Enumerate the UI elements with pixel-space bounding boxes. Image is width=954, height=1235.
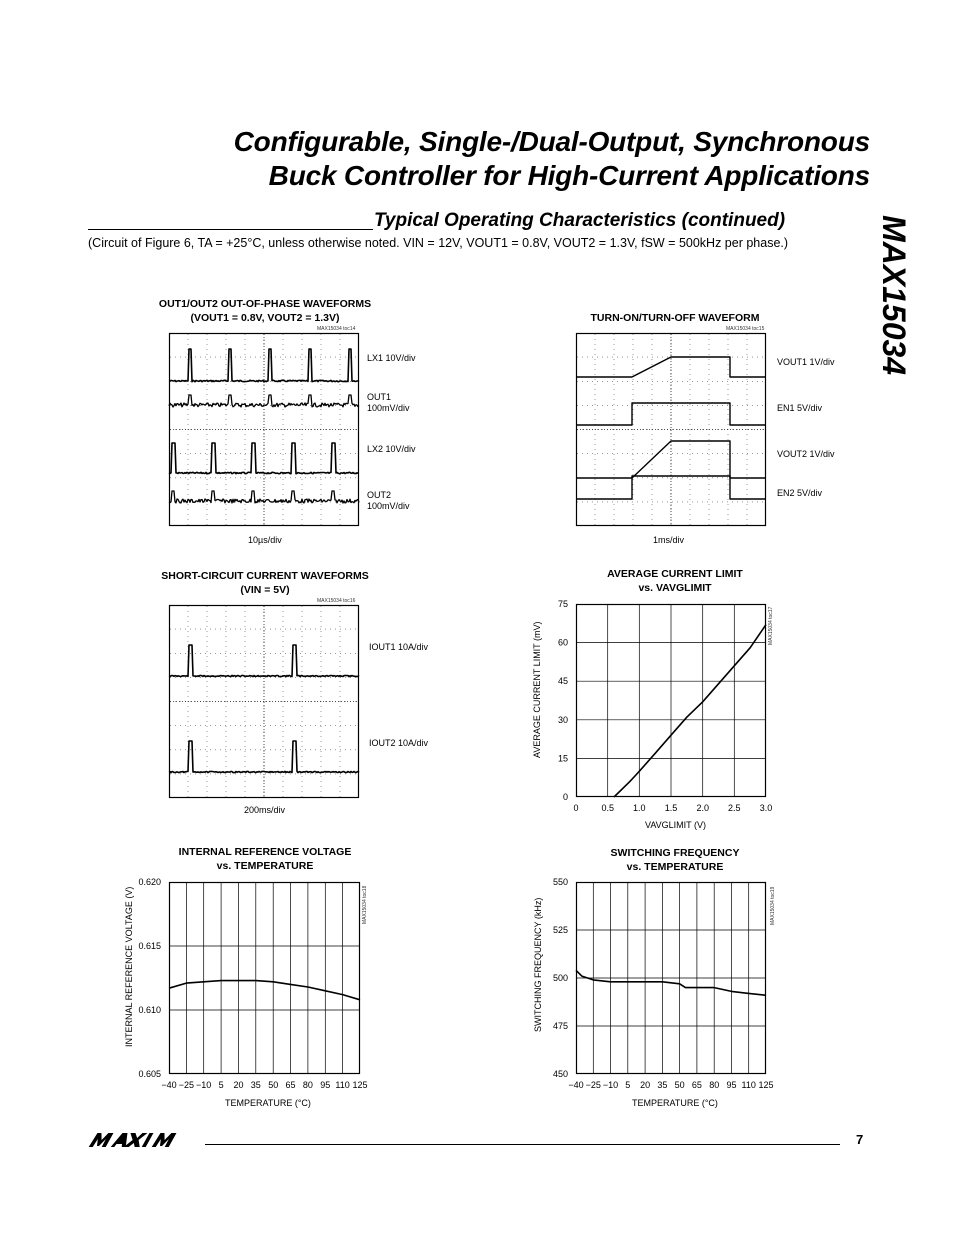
chart2-ch2-label: EN1 5V/div [777, 403, 823, 413]
chart6-ytick-label: 525 [552, 925, 568, 935]
chart2-ch4-label: EN2 5V/div [777, 488, 823, 498]
section-title: Typical Operating Characteristics (continued) [374, 210, 786, 231]
chart6-title-block [560, 846, 790, 874]
chart5-ylabel: INTERNAL REFERENCE VOLTAGE (V) [124, 886, 134, 1047]
chart3-xlabel: 200ms/div [244, 805, 286, 815]
chart5-ytick-label: 0.605 [138, 1069, 161, 1079]
chart4-ytick-label: 30 [557, 714, 568, 725]
chart5-xtick-label: 35 [250, 1080, 261, 1090]
chart6-xtick-label: 5 [625, 1080, 631, 1090]
chart4-xtick-label: 3.0 [759, 803, 773, 813]
chart4-subtitle: vs. VAVGLIMIT [638, 582, 712, 594]
chart6-xtick-label: 50 [674, 1080, 685, 1090]
chart5-xtick-label: 125 [352, 1080, 368, 1090]
chart4-ref: MAX15034 toc17 [768, 606, 774, 645]
chart6-ytick-label: 450 [552, 1069, 568, 1079]
chart1-scope [169, 333, 359, 526]
chart5-ref: MAX15034 toc18 [362, 885, 368, 924]
footer-rule [205, 1144, 840, 1145]
chart6-xlabel: TEMPERATURE (°C) [632, 1098, 718, 1108]
chart5-xtick-label: 110 [335, 1080, 350, 1090]
chart2-title: TURN-ON/TURN-OFF WAVEFORM [590, 312, 760, 324]
chart5-xtick-label: 20 [233, 1080, 244, 1090]
chart4-ytick-label: 15 [557, 753, 568, 764]
chart4-ytick-label: 45 [557, 676, 568, 687]
chart5-xtick-label: 65 [285, 1080, 296, 1090]
chart4-title-block [560, 567, 790, 595]
chart6-xtick-label: 110 [741, 1080, 756, 1090]
chart2-scope [576, 333, 766, 526]
chart6-xtick-label: −10 [602, 1080, 619, 1090]
chart1-ch2-label: OUT1 100mV/div [367, 392, 410, 413]
chart5-title: INTERNAL REFERENCE VOLTAGE [178, 846, 352, 858]
chart4-xtick-label: 0.5 [601, 803, 614, 813]
chart4-xlabel: VAVGLIMIT (V) [645, 820, 707, 830]
chart6-xtick-label: 20 [640, 1080, 651, 1090]
chart4-xtick-label: 1.5 [664, 803, 678, 813]
chart3-ch1-label: IOUT1 10A/div [369, 642, 429, 652]
chart4-xtick-label: 0 [573, 803, 579, 813]
chart5-xtick-label: 80 [302, 1080, 313, 1090]
title-line-2: Buck Controller for High-Current Applications [268, 160, 870, 191]
chart5-ytick-label: 0.610 [138, 1005, 161, 1015]
chart6-ylabel: SWITCHING FREQUENCY (kHz) [533, 897, 543, 1032]
title-line-1: Configurable, Single-/Dual-Output, Synchronous [233, 126, 870, 157]
page-title [95, 125, 870, 193]
chart5-xtick-label: 50 [268, 1080, 279, 1090]
test-conditions: (Circuit of Figure 6, TA = +25°C, unless otherwise noted. VIN = 12V, VOUT1 = 0.8V, VOUT2 = 1.3V, fSW = 500kHz per phase.) [88, 236, 789, 250]
chart4-series-line [614, 625, 766, 797]
page-number: 7 [856, 1132, 864, 1147]
chart1-xlabel: 10µs/div [248, 535, 282, 545]
chart4-ytick-label: 75 [557, 599, 568, 609]
chart3-ch2-label: IOUT2 10A/div [369, 738, 429, 748]
chart6-subtitle: vs. TEMPERATURE [626, 861, 724, 873]
chart5-title-block [150, 845, 380, 873]
chart6-ytick-label: 500 [552, 973, 568, 983]
chart5-subtitle: vs. TEMPERATURE [216, 860, 314, 872]
maxim-logo [88, 1131, 200, 1149]
chart3-title-block [150, 569, 380, 597]
chart6-xtick-label: 125 [758, 1080, 774, 1090]
chart6-xtick-label: 65 [691, 1080, 702, 1090]
chart3-ref: MAX15034 toc16 [317, 598, 356, 604]
chart6-xtick-label: 35 [657, 1080, 668, 1090]
chart6-series-line [576, 970, 766, 995]
chart5-ytick-label: 0.620 [138, 877, 161, 887]
chart3-title: SHORT-CIRCUIT CURRENT WAVEFORMS [161, 570, 369, 582]
chart5-xtick-label: 5 [218, 1080, 224, 1090]
chart1-subtitle: (VOUT1 = 0.8V, VOUT2 = 1.3V) [190, 312, 340, 324]
chart6-xtick-label: −25 [585, 1080, 601, 1090]
chart5-xtick-label: −25 [178, 1080, 195, 1090]
chart2-xlabel: 1ms/div [653, 535, 685, 545]
chart2-ref: MAX15034 toc15 [726, 326, 765, 332]
part-number: MAX15034 [876, 215, 912, 376]
chart4-ytick-label: 60 [557, 637, 568, 648]
chart1-title-block [150, 297, 380, 325]
chart2-ch3-label: VOUT2 1V/div [777, 449, 835, 459]
chart6-xtick-label: 95 [726, 1080, 737, 1090]
chart5-ytick-label: 0.615 [138, 941, 161, 951]
chart1-ch4-label: OUT2 100mV/div [367, 490, 410, 511]
chart6-xtick-label: −40 [568, 1080, 584, 1090]
chart4-ylabel: AVERAGE CURRENT LIMIT (mV) [532, 621, 542, 758]
chart4-title: AVERAGE CURRENT LIMIT [607, 568, 743, 580]
chart1-title: OUT1/OUT2 OUT-OF-PHASE WAVEFORMS [158, 298, 372, 310]
chart1-ref: MAX15034 toc14 [317, 326, 356, 332]
chart5-xtick-label: 95 [320, 1080, 331, 1090]
section-rule [88, 229, 373, 230]
chart4-xtick-label: 2.5 [728, 803, 741, 813]
chart5-xtick-label: −40 [161, 1080, 177, 1090]
chart6-ytick-label: 550 [552, 877, 568, 887]
chart3-scope [169, 605, 359, 798]
chart6-title: SWITCHING FREQUENCY [610, 847, 740, 859]
chart5-series-line [169, 981, 360, 1000]
chart6-ytick-label: 475 [552, 1021, 568, 1031]
chart4-xtick-label: 1.0 [633, 803, 646, 813]
chart5-xlabel: TEMPERATURE (°C) [225, 1098, 311, 1108]
chart1-ch1-label: LX1 10V/div [367, 353, 416, 363]
chart5-xtick-label: −10 [196, 1080, 212, 1090]
chart5-frame [170, 883, 360, 1074]
chart6-xtick-label: 80 [709, 1080, 720, 1090]
chart4-ytick-label: 0 [562, 792, 568, 802]
chart6-ref: MAX15034 toc19 [770, 886, 776, 925]
part-number-sideband [870, 215, 920, 415]
chart1-ch3-label: LX2 10V/div [367, 444, 416, 454]
chart2-ch1-label: VOUT1 1V/div [777, 357, 835, 367]
chart3-subtitle: (VIN = 5V) [240, 584, 290, 596]
chart4-xtick-label: 2.0 [696, 803, 709, 813]
